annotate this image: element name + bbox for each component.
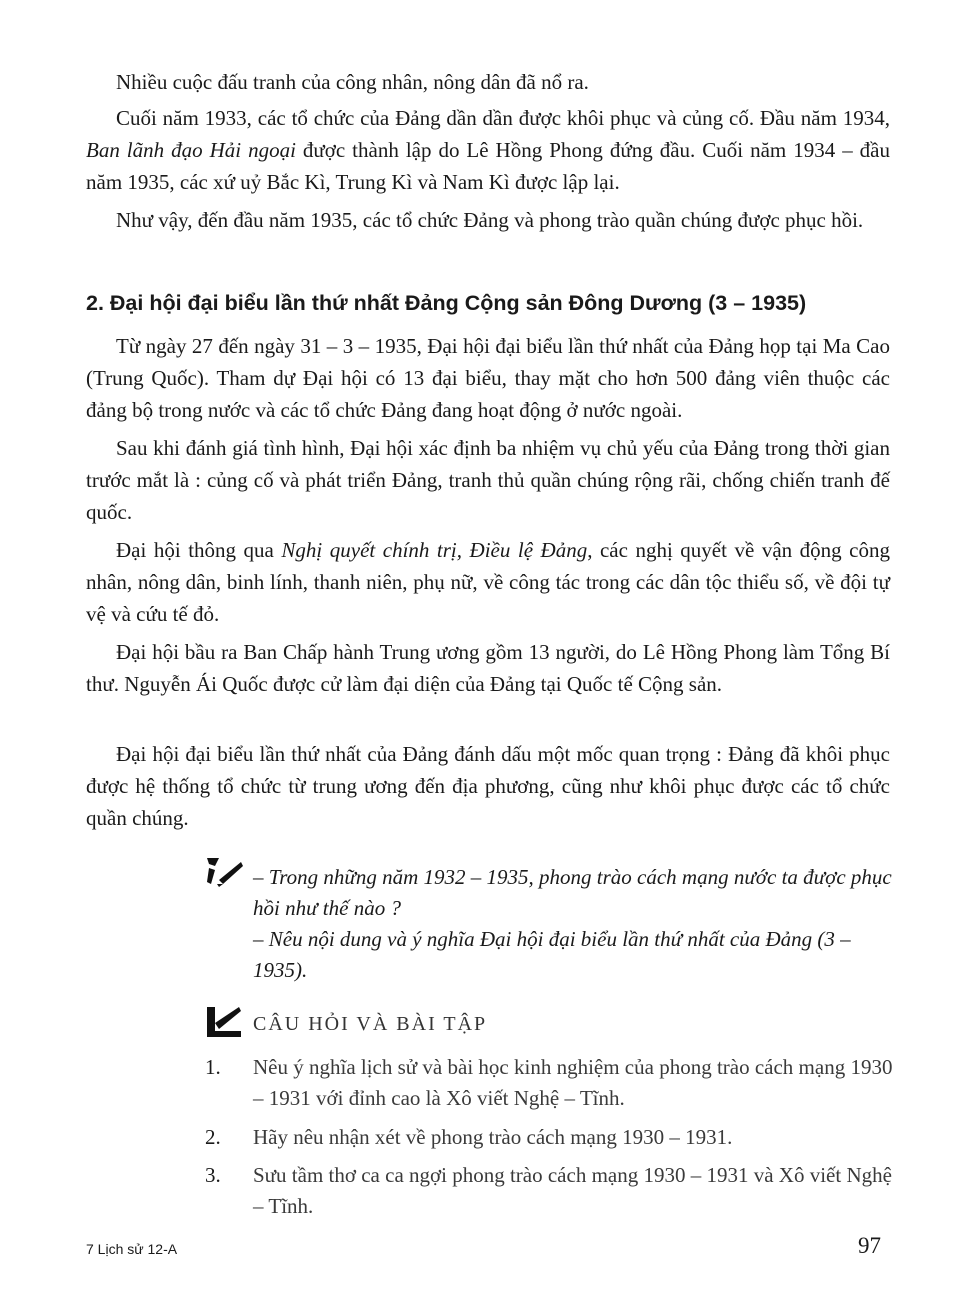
exercise-number: 3.: [205, 1163, 221, 1187]
paragraph-central-committee: Đại hội bầu ra Ban Chấp hành Trung ương gồm 13 người, do Lê Hồng Phong làm Tổng Bí thư. Nguyễn Ái Quốc được cử làm đại diện của Đảng tại Quốc tế Cộng sản.: [86, 640, 890, 696]
exercise-text: Sưu tầm thơ ca ca ngợi phong trào cách mạng 1930 – 1931 và Xô viết Nghệ – Tĩnh.: [253, 1163, 892, 1218]
paragraph-congress-resolutions: [86, 534, 890, 630]
paragraph-struggles: Nhiều cuộc đấu tranh của công nhân, nông dân đã nổ ra.: [116, 70, 589, 94]
exercise-number: 1.: [205, 1055, 221, 1079]
paragraph-recovery-summary: Như vậy, đến đầu năm 1935, các tổ chức Đảng và phong trào quần chúng được phục hồi.: [116, 208, 864, 232]
exercise-marker-icon: [205, 1005, 243, 1039]
review-question-1: – Trong những năm 1932 – 1935, phong trào cách mạng nước ta được phục hồi như thế nào ?: [253, 865, 892, 920]
paragraph-congress-significance: Đại hội đại biểu lần thứ nhất của Đảng đánh dấu một mốc quan trọng : Đảng đã khôi phục được hệ thống tổ chức từ trung ương đến địa phương, cũng như khôi phục được các tổ chức quần chúng.: [86, 742, 890, 830]
pencil-note-icon: [205, 854, 245, 888]
exercises-header: [205, 1005, 805, 1045]
section-heading: 2. Đại hội đại biểu lần thứ nhất Đảng Cộng sản Đông Dương (3 – 1935): [86, 291, 807, 315]
exercises-title: CÂU HỎI VÀ BÀI TẬP: [253, 1013, 488, 1035]
paragraph-congress-tasks: Sau khi đánh giá tình hình, Đại hội xác định ba nhiệm vụ chủ yếu của Đảng trong thời gian trước mắt là : củng cố và phát triển Đảng, tranh thủ quần chúng rộng rãi, chống chiến tranh đế quốc.: [86, 436, 890, 524]
p2-text-b: được thành lập do Lê Hồng Phong đứng đầu. Cuối năm 1934 – đầu năm 1935, các xứ uỷ Bắc Kì, Trung Kì và Nam Kì được lập lại.: [86, 138, 890, 194]
s3-text-a: Đại hội thông qua: [116, 538, 282, 562]
exercise-text: Nêu ý nghĩa lịch sử và bài học kinh nghiệm của phong trào cách mạng 1930 – 1931 với đỉnh cao là Xô viết Nghệ – Tĩnh.: [253, 1055, 893, 1110]
review-question-2: – Nêu nội dung và ý nghĩa Đại hội đại biểu lần thứ nhất của Đảng (3 – 1935).: [253, 927, 851, 982]
paragraph-party-restoration: [86, 102, 890, 198]
p2-text-a: Cuối năm 1933, các tổ chức của Đảng dần dần được khôi phục và củng cố. Đầu năm 1934,: [116, 106, 890, 130]
s3-italic-term: Nghị quyết chính trị, Điều lệ Đảng: [281, 538, 588, 562]
exercise-item: [205, 1052, 895, 1116]
s3-text-b: , các nghị quyết về vận động công nhân, nông dân, binh lính, thanh niên, phụ nữ, về công tác trong các dân tộc thiểu số, về đội tự vệ và cứu tế đỏ.: [86, 538, 890, 626]
exercise-item: [205, 1122, 895, 1156]
exercise-item: [205, 1160, 895, 1224]
exercise-text: Hãy nêu nhận xét về phong trào cách mạng 1930 – 1931.: [253, 1125, 733, 1149]
paragraph-congress-intro: Từ ngày 27 đến ngày 31 – 3 – 1935, Đại hội đại biểu lần thứ nhất của Đảng họp tại Ma Cao (Trung Quốc). Tham dự Đại hội có 13 đại biểu, thay mặt cho hơn 500 đảng viên thuộc các đảng bộ trong nước và các tổ chức Đảng đang hoạt động ở nước ngoài.: [86, 334, 890, 422]
exercise-number: 2.: [205, 1125, 221, 1149]
page-number: 97: [858, 1233, 881, 1258]
p2-italic-term: Ban lãnh đạo Hải ngoại: [86, 138, 296, 162]
footer-book-label: 7 Lịch sử 12-A: [86, 1241, 178, 1257]
